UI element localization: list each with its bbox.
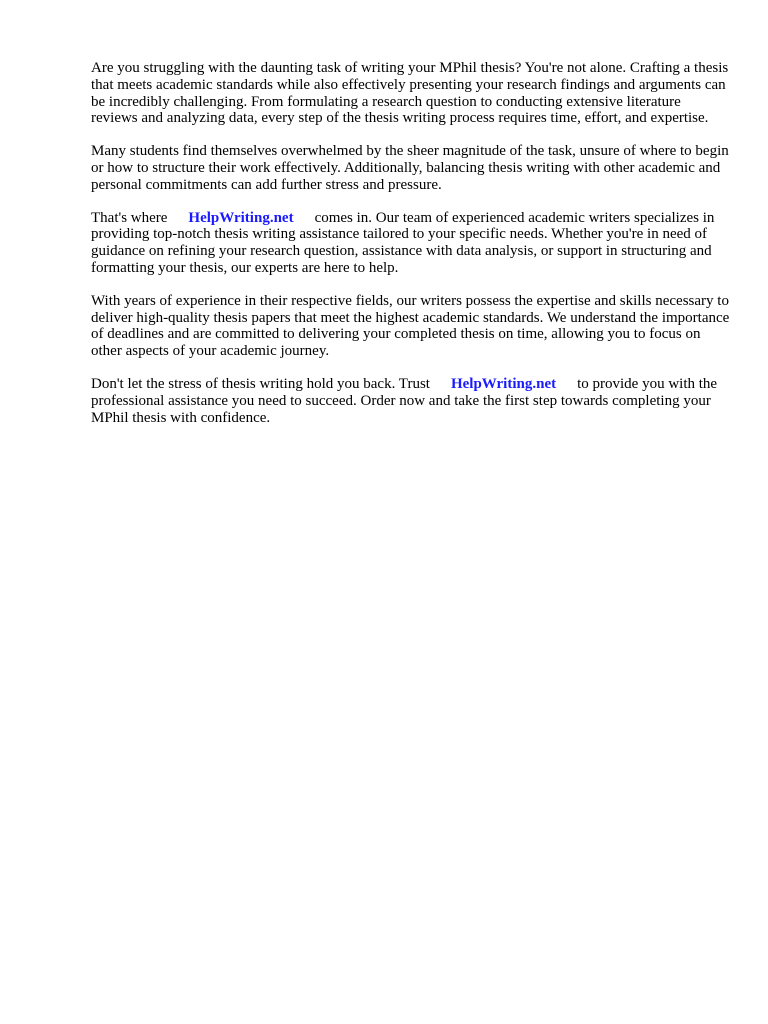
document-body (91, 60, 731, 442)
paragraph-challenges: Many students find themselves overwhelmed by the sheer magnitude of the task, unsure of where to begin or how to structure their work effectively. Additionally, balancing thesis writing with other academic and personal commitments can add further stress and pressure. (91, 143, 729, 193)
paragraph-intro: Are you struggling with the daunting task of writing your MPhil thesis? You're not alone. Crafting a thesis that meets academic standards while also effectively presenting your research findings and arguments can be incredibly challenging. From formulating a research question to conducting extensive literature reviews and analyzing data, every step of the thesis writing process requires time, effort, and expertise. (91, 60, 729, 127)
paragraph-experience: With years of experience in their respective fields, our writers possess the expertise and skills necessary to deliver high-quality thesis papers that meet the highest academic standards. We understand the importance of deadlines and are committed to delivering your completed thesis on time, allowing you to focus on other aspects of your academic journey. (91, 292, 730, 360)
paragraph-call-to-action (91, 376, 731, 426)
paragraph-cta-rest: to provide you with the professional assistance you need to succeed. Order now and take the first step towards completing your MPhil thesis with confidence. (91, 375, 718, 426)
paragraph-cta-lead: Don't let the stress of thesis writing hold you back. Trust (91, 375, 430, 392)
paragraph-service-lead: That's where (91, 209, 168, 226)
paragraph-service-rest: comes in. Our team of experienced academic writers specializes in providing top-notch thesis writing assistance tailored to your specific needs. Whether you're in need of guidance on refining your research question, assistance with data analysis, or support in structuring and formatting your thesis, our experts are here to help. (91, 209, 715, 276)
helpwriting-link[interactable]: HelpWriting.net (188, 209, 294, 226)
helpwriting-link-cta[interactable]: HelpWriting.net (450, 375, 557, 392)
paragraph-service (91, 210, 731, 277)
